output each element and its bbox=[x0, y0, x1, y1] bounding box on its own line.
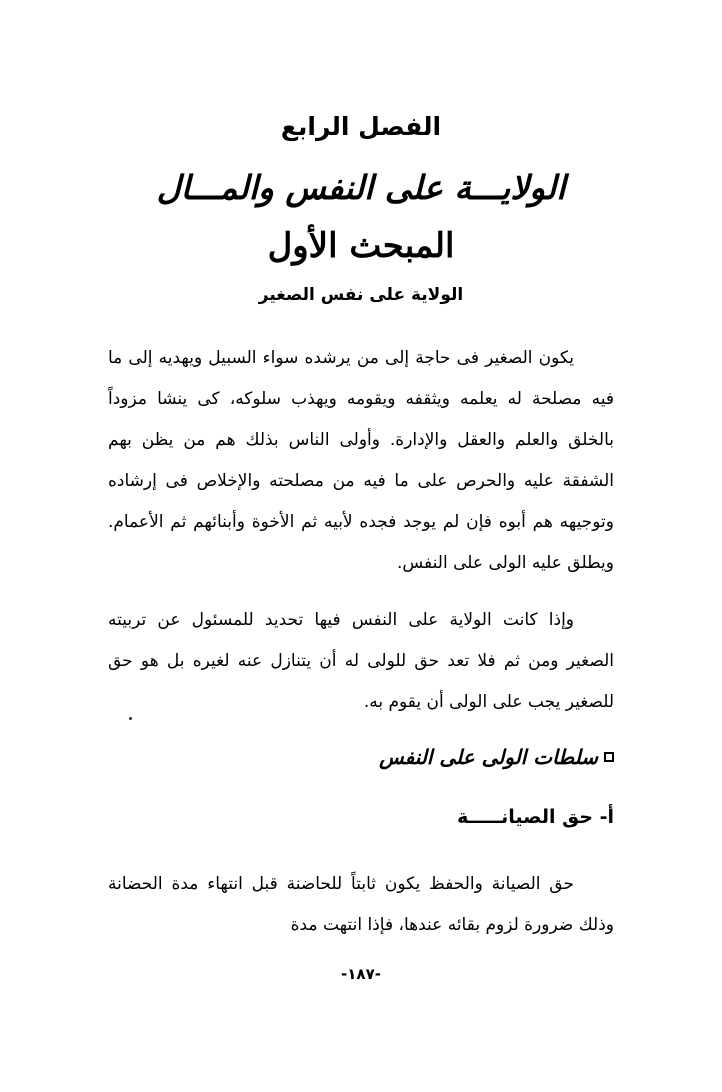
heading-custody-right: أ- حق الصيانـــــة bbox=[457, 806, 614, 828]
paragraph-text: يكون الصغير فى حاجة إلى من يرشده سواء السبيل ويهديه إلى ما فيه مصلحة له يعلمه ويثقفه ويقومه ويهذب سلوكه، كى ينشا مزوداً بالخلق والعلم والعقل والإدارة. وأولى الناس بذلك هم من يظن بهم الشفقة عليه والحرص على ما فيه من مصلحته والإخلاص فى إرشاده وتوجيهه هم أبوه فإن لم يوجد فجده لأبيه ثم الأخوة وأبنائهم ثم الأعمام. ويطلق عليه الولى على النفس. bbox=[108, 348, 614, 573]
print-speck bbox=[129, 717, 132, 720]
section-label: المبحث الأول bbox=[267, 226, 455, 266]
paragraph-text: وإذا كانت الولاية على النفس فيها تحديد للمسئول عن تربيته الصغير ومن ثم فلا تعد حق للولى له أن يتنازل عنه لغيره بل هو حق للصغير يجب على الولى أن يقوم به. bbox=[108, 610, 614, 712]
paragraph-text: حق الصيانة والحفظ يكون ثابتاً للحاضنة قبل انتهاء مدة الحضانة وذلك ضرورة لزوم بقائه عندها، فإذا انتهت مدة bbox=[108, 874, 614, 935]
chapter-label: الفصل الرابع bbox=[280, 112, 442, 141]
section-subtitle: الولاية على نفس الصغير bbox=[258, 285, 464, 305]
page-number: -١٨٧- bbox=[341, 965, 381, 983]
paragraph-guardian-intro bbox=[108, 338, 614, 584]
chapter-title: الولايـــة على النفس والمـــال bbox=[156, 168, 566, 207]
heading-text: سلطات الولى على النفس bbox=[379, 745, 598, 769]
paragraph-guardian-responsibility bbox=[108, 600, 614, 723]
paragraph-custody bbox=[108, 864, 614, 946]
square-bullet-icon bbox=[604, 752, 614, 762]
heading-guardian-authority bbox=[379, 745, 614, 769]
